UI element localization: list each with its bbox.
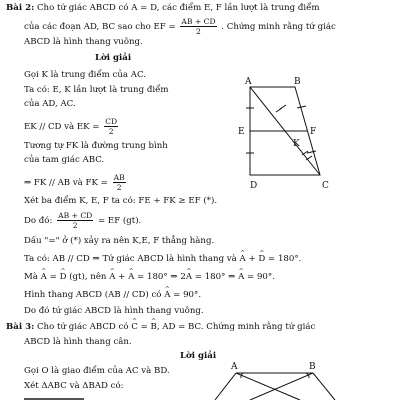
sol2-line-4: EK // CD và EK = $\frac{CD}{2}$ (24, 117, 118, 136)
sol2-line-7: ⇒ FK // AB và FK = $\frac{AB}{2}$ (24, 173, 125, 192)
diagonal-bd (250, 373, 313, 400)
sol2-line-9: Do đó: $\frac{AB + CD}{2}$ = EF (gt). (24, 211, 142, 230)
problem-2-line-3: ABCD là hình thang vuông. (24, 37, 143, 47)
problem-3-line-2: ABCD là hình thang cân. (24, 337, 132, 347)
point-label-k: K (293, 139, 300, 149)
sol2-line-12: Mà ^ A = ^ D (gt), nên ^ A + ^ A = 180° ⇒ 2^ A = 180° ⇒ ^ A = 90°. (24, 272, 275, 283)
point-label-f: F (310, 127, 317, 137)
sol2-line-3: của AD, AC. (24, 99, 76, 109)
sol2-line-11: Ta có: AB // CD ⇒ Tứ giác ABCD là hình thang và ^ A + ^ D = 180°. (24, 254, 301, 265)
sol2-line-6: của tam giác ABC. (24, 155, 105, 165)
sol2-line-8: Xét ba điểm K, E, F ta có: FE + FK ≥ EF (*). (24, 196, 218, 206)
problem-2-label: Bài 2: (6, 3, 35, 13)
point-label-a: A (245, 77, 252, 87)
sol3-line-1: Gọi O là giao điểm của AC và BD. (24, 366, 170, 376)
segment-ad (215, 373, 236, 400)
sol2-line-13: Hình thang ABCD (AB // CD) có ^ A = 90°. (24, 290, 201, 301)
point-label-e: E (238, 127, 245, 137)
sol2-line-10: Dấu "=" ở (*) xảy ra nên K,E, F thẳng hàng. (24, 236, 215, 246)
sol3-line-2: Xét ΔABC và ΔBAD có: (24, 381, 124, 391)
fraction-ab-plus-cd-over-2: $\frac{AB + CD}{2}$ (181, 17, 216, 36)
problem-2-text-2a: của các đoạn AD, BC sao cho EF = (24, 22, 176, 32)
solution-title-3: Lời giải (180, 351, 217, 361)
solution-title-2: Lời giải (95, 53, 132, 63)
problem-3-label: Bài 3: (6, 322, 35, 332)
problem-3-line-1: Bài 3: Cho tứ giác ABCD có ^ C = ^ B, AD = BC. Chứng minh rằng tứ giác (6, 322, 315, 333)
sol2-line-2: Ta có: E, K lần lượt là trung điểm (24, 85, 169, 95)
diagonal-ac (236, 373, 300, 400)
fraction-cd-over-2: $\frac{CD}{2}$ (105, 117, 118, 136)
problem-2-text-2b: . Chứng minh rằng tứ giác (221, 22, 336, 32)
sol2-line-1: Gọi K là trung điểm của AC. (24, 70, 146, 80)
point-label-c: C (322, 181, 329, 191)
sol2-line-14: Do đó tứ giác ABCD là hình thang vuông. (24, 306, 204, 316)
point-label-b: B (294, 77, 301, 87)
point-label-d: D (250, 181, 258, 191)
sol2-line-5: Tương tự FK là đường trung bình (24, 141, 168, 151)
problem-2-text-1: Cho tứ giác ABCD có A = D, các điểm E, F lần lượt là trung điểm (36, 3, 320, 13)
point-label-a-2: A (231, 362, 238, 372)
point-label-b-2: B (309, 362, 316, 372)
fraction-ab-plus-cd-over-2-b: $\frac{AB + CD}{2}$ (58, 211, 93, 230)
fraction-ab-over-2: $\frac{AB}{2}$ (113, 173, 125, 192)
segment-bc (313, 373, 335, 400)
